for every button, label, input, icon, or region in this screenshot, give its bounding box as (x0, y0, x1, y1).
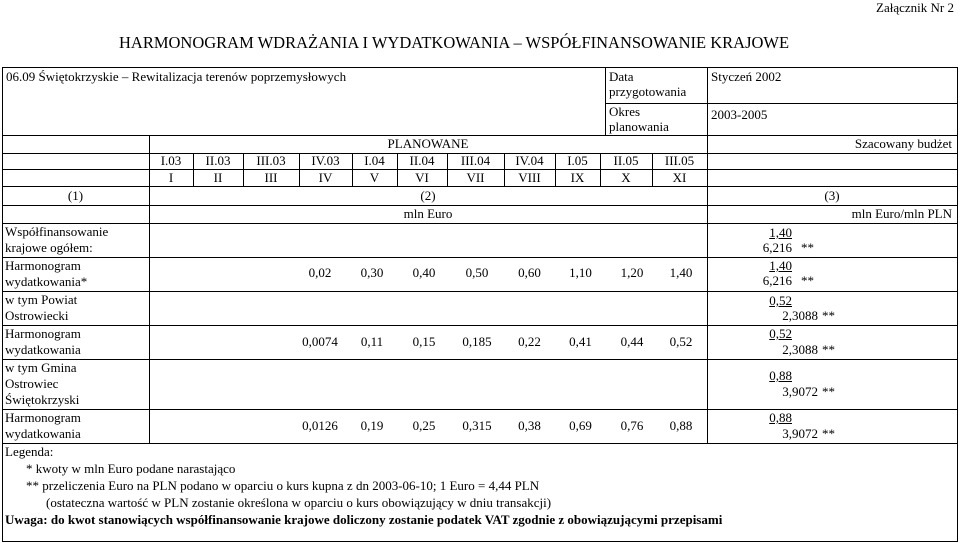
col-num-3: (3) (824, 188, 840, 203)
row-label-line: Ostrowiec (5, 376, 59, 391)
budget-pln: 3,9072 (782, 384, 818, 399)
unit-right: mln Euro/mln PLN (851, 206, 952, 221)
budget-eur: 0,88 (769, 368, 792, 383)
value-cell: 0,38 (518, 418, 541, 433)
value-cell: 0,30 (360, 265, 384, 280)
attachment-label: Załącznik Nr 2 (876, 0, 954, 15)
footnote-marker: ** (801, 273, 814, 288)
budget-pln: 3,9072 (782, 426, 818, 441)
unit-mid: mln Euro (403, 206, 453, 221)
quarter-header: III.05 (664, 153, 695, 168)
value-cell: 0,0126 (302, 418, 338, 433)
quarter-header: II.04 (409, 153, 435, 168)
roman-header: IV (318, 170, 333, 185)
row-label-line: w tym Powiat (5, 292, 78, 307)
budget-eur: 0,52 (769, 293, 792, 308)
value-cell: 0,41 (569, 334, 592, 349)
roman-header: IX (570, 170, 585, 185)
budget-eur: 0,52 (769, 326, 792, 341)
legend-line: * kwoty w mln Euro podane narastająco (26, 461, 236, 476)
quarter-header: III.03 (256, 153, 286, 168)
roman-header: X (621, 170, 631, 185)
row-label-line: Harmonogram (5, 410, 81, 425)
value-cell: 1,20 (620, 265, 644, 280)
budget-pln: 6,216 (762, 240, 792, 255)
budget-pln: 2,3088 (782, 308, 818, 323)
value-cell: 0,76 (620, 418, 644, 433)
footnote-marker: ** (801, 240, 814, 255)
value-cell: 1,40 (669, 265, 693, 280)
footnote-marker: ** (822, 342, 835, 357)
value-cell: 0,15 (412, 334, 436, 349)
planned-label: PLANOWANE (387, 136, 469, 151)
row-label-line: krajowe ogółem: (5, 240, 93, 255)
value-cell: 0,02 (308, 265, 332, 280)
measure-name: 06.09 Świętokrzyskie – Rewitalizacja terenów poprzemysłowych (6, 69, 347, 84)
col-num-1: (1) (67, 188, 84, 203)
page-title: HARMONOGRAM WDRAŻANIA I WYDATKOWANIA – WSPÓŁFINANSOWANIE KRAJOWE (119, 33, 790, 52)
value-cell: 0,50 (465, 265, 489, 280)
budget-eur: 1,40 (769, 225, 792, 240)
value-cell: 0,40 (412, 265, 436, 280)
quarter-header: I.05 (567, 153, 588, 168)
period-label-1: Okres (609, 104, 641, 119)
value-cell: 0,11 (360, 334, 384, 349)
period-value: 2003-2005 (711, 107, 768, 122)
row-label-line: wydatkowania (5, 426, 81, 441)
value-cell: 0,44 (620, 334, 644, 349)
row-label-line: Ostrowiecki (5, 308, 69, 323)
row-label-line: Harmonogram (5, 326, 81, 341)
budget-label: Szacowany budżet (854, 136, 952, 151)
roman-header: V (369, 170, 380, 185)
roman-header: III (264, 170, 278, 185)
row-label-line: Współfinansowanie (5, 224, 109, 239)
budget-pln: 6,216 (762, 273, 792, 288)
row-label-line: wydatkowania* (5, 274, 88, 289)
period-label-2: planowania (609, 119, 669, 134)
value-cell: 1,10 (569, 265, 592, 280)
roman-header: VI (415, 170, 429, 185)
footnote-marker: ** (822, 384, 835, 399)
value-cell: 0,60 (518, 265, 541, 280)
quarter-header: I.04 (364, 153, 385, 168)
value-cell: 0,19 (360, 418, 384, 433)
legend-line: (ostateczna wartość w PLN zostanie określona w oparciu o kurs obowiązujący w dniu transakcji) (46, 495, 552, 510)
legend-line: ** przeliczenia Euro na PLN podano w oparciu o kurs kupna z dn 2003-06-10; 1 Euro = 4,44 PLN (26, 478, 540, 493)
legend-title: Legenda: (5, 444, 54, 459)
value-cell: 0,0074 (302, 334, 338, 349)
prep-value: Styczeń 2002 (711, 69, 782, 84)
footnote-marker: ** (822, 308, 835, 323)
budget-eur: 0,88 (769, 410, 792, 425)
roman-header: VII (466, 170, 485, 185)
value-cell: 0,69 (569, 418, 592, 433)
prep-label-2: przygotowania (609, 84, 687, 99)
row-label-line: Świętokrzyski (5, 392, 80, 407)
row-label-line: w tym Gmina (5, 360, 77, 375)
roman-header: II (213, 170, 223, 185)
vat-note: Uwaga: do kwot stanowiących współfinansowanie krajowe doliczony zostanie podatek VAT zgodnie z obowiązującymi przepisami (5, 512, 723, 527)
value-cell: 0,25 (412, 418, 436, 433)
value-cell: 0,22 (518, 334, 541, 349)
row-label-line: wydatkowania (5, 342, 81, 357)
quarter-header: I.03 (160, 153, 182, 168)
quarter-header: III.04 (460, 153, 491, 168)
prep-label-1: Data (609, 69, 634, 84)
value-cell: 0,88 (669, 418, 693, 433)
quarter-header: II.05 (613, 153, 639, 168)
value-cell: 0,185 (462, 334, 492, 349)
row-label-line: Harmonogram (5, 258, 81, 273)
budget-pln: 2,3088 (782, 342, 818, 357)
roman-header: I (168, 170, 174, 185)
budget-eur: 1,40 (769, 258, 792, 273)
roman-header: XI (672, 170, 687, 185)
col-num-2: (2) (420, 188, 436, 203)
roman-header: VIII (518, 170, 541, 185)
value-cell: 0,315 (462, 418, 492, 433)
quarter-header: IV.03 (311, 153, 340, 168)
quarter-header: II.03 (205, 153, 231, 168)
value-cell: 0,52 (669, 334, 693, 349)
quarter-header: IV.04 (515, 153, 544, 168)
footnote-marker: ** (822, 426, 835, 441)
